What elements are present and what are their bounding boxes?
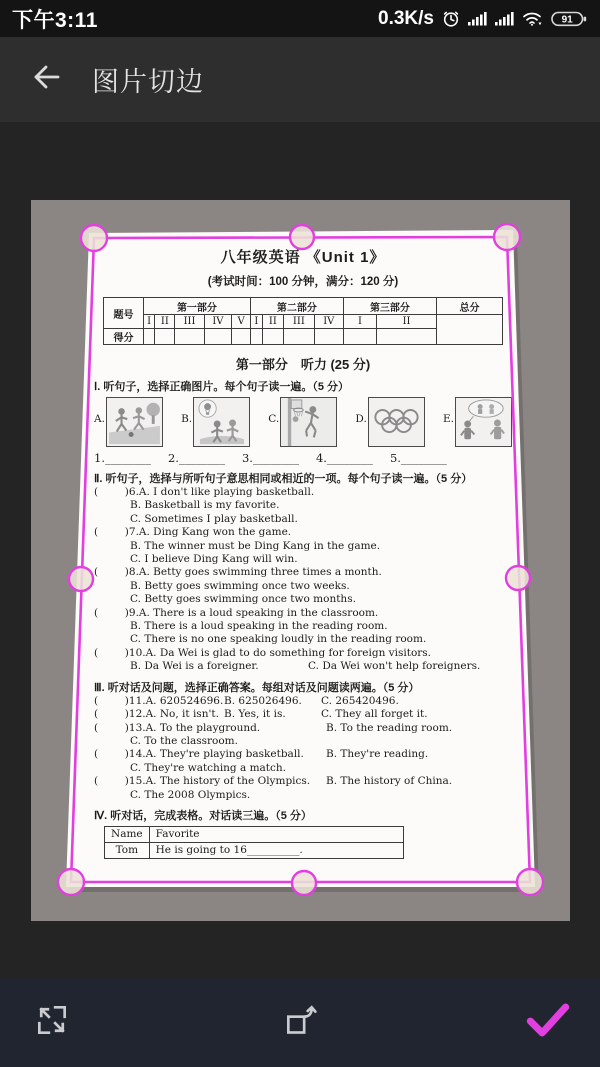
olympic-rings-icon [368, 397, 425, 447]
doc-subtitle: (考试时间：100 分钟，满分：120 分) [207, 276, 399, 288]
score-table-cell [262, 329, 283, 345]
paper-text-line: ( )13.A. To the playground. [94, 721, 261, 734]
picture-label: A. [94, 413, 105, 425]
battery-percent-text: 91 [561, 14, 573, 26]
paper-text-line: B. The history of China. [326, 775, 453, 788]
score-table-cell: 第一部分 [144, 298, 251, 315]
score-table-cell: II [262, 315, 283, 329]
paper-text-line: B. Da Wei is a foreigner. [130, 660, 259, 673]
score-table-cell [250, 329, 262, 345]
network-speed: 0.3K/s [378, 7, 434, 29]
picture-option [94, 397, 163, 447]
favorite-table-cell: Favorite [149, 826, 403, 842]
answer-blank: 5.________ [389, 451, 447, 465]
favorite-table [104, 826, 404, 859]
answer-blank: 4.________ [315, 451, 373, 465]
score-table-cell [437, 315, 503, 345]
rotate-icon [280, 1000, 320, 1045]
bottom-toolbar [0, 978, 600, 1067]
score-table-cell: III [283, 315, 314, 329]
paper-text-line: B. They're reading. [326, 748, 429, 761]
picture-option [355, 397, 424, 447]
score-table-cell: 第二部分 [250, 298, 343, 315]
paper-text-line: C. There is no one speaking loudly in the reading room. [130, 633, 427, 646]
picture-option [443, 397, 512, 447]
score-table-cell [314, 329, 343, 345]
sec2-instruction: Ⅱ. 听句子，选择与所听句子意思相同或相近的一项。每个句子读一遍。（5 分） [94, 473, 473, 485]
score-table [103, 297, 503, 345]
status-time: 下午3:11 [12, 8, 98, 32]
paper-text-line: ( )14.A. They're playing basketball. [94, 748, 304, 761]
picture-label: D. [355, 413, 367, 425]
back-button[interactable] [26, 60, 66, 100]
score-table-cell [144, 329, 155, 345]
kids-playing-soccer-icon [106, 397, 163, 447]
signal-icon [495, 11, 514, 26]
paper-text-line: C. I believe Ding Kang will win. [130, 553, 298, 566]
rotate-button[interactable] [272, 995, 328, 1051]
page-title: 图片切边 [92, 67, 204, 97]
paper-text-line: C. 265420496. [321, 694, 399, 707]
picture-label: E. [442, 413, 454, 425]
answer-blank: 1.________ [94, 451, 151, 465]
basketball-dunk-icon [280, 397, 337, 447]
score-table-cell: I [343, 315, 376, 329]
paper-text-line: B. To the reading room. [326, 721, 453, 734]
paper-text-line: ( )9.A. There is a loud speaking in the classroom. [94, 606, 379, 619]
confirm-check-icon [524, 1000, 572, 1045]
score-table-cell [175, 329, 204, 345]
answer-blank: 3.________ [241, 451, 299, 465]
fullscreen-expand-button[interactable] [24, 995, 80, 1051]
alarm-icon [442, 10, 460, 28]
picture-option [268, 397, 337, 447]
score-table-cell: IV [204, 315, 232, 329]
score-table-cell: 第三部分 [343, 298, 436, 315]
paper-text-line: ( )10.A. Da Wei is glad to do something for foreign visitors. [94, 646, 432, 659]
paper-text-line: ( )8.A. Betty goes swimming three times a month. [94, 566, 382, 579]
score-table-cell: III [175, 315, 204, 329]
paper-text-line: B. 625026496. [224, 694, 302, 707]
paper-text-line: B. Betty goes swimming once two weeks. [130, 579, 350, 592]
score-table-cell: 题号 [104, 298, 144, 329]
score-table-cell: I [144, 315, 155, 329]
score-table-cell: I [250, 315, 262, 329]
status-icons [378, 8, 588, 30]
answer-blank: 2.________ [167, 451, 225, 465]
paper-text-line: ( )6.A. I don't like playing basketball. [94, 486, 315, 498]
confirm-button[interactable] [520, 995, 576, 1051]
sec4-instruction: Ⅳ. 听对话，完成表格。对话读三遍。（5 分） [94, 809, 312, 822]
paper-text-line: B. Yes, it is. [224, 708, 286, 721]
score-table-cell [343, 329, 376, 345]
score-table-cell [377, 329, 437, 345]
hot-air-balloon-kids-icon [193, 397, 250, 447]
picture-label: C. [268, 413, 280, 425]
status-bar [0, 0, 600, 37]
paper-text-line: C. The 2008 Olympics. [130, 788, 251, 801]
kids-talking-bubble-icon [455, 397, 512, 447]
paper-text-line: B. The winner must be Ding Kang in the game. [130, 539, 381, 552]
paper-text-line: C. Da Wei won't help foreigners. [308, 660, 481, 673]
sec3-instruction: Ⅲ. 听对话及问题，选择正确答案。每组对话及问题读两遍。（5 分） [94, 681, 420, 694]
paper-text-line: ( )11.A. 620524696. [94, 694, 224, 707]
score-table-cell [155, 329, 175, 345]
paper-text-line: C. To the classroom. [130, 734, 238, 747]
favorite-table-cell: He is going to 16__________. [149, 842, 403, 858]
battery-icon [551, 10, 588, 28]
score-table-cell [283, 329, 314, 345]
expand-fullscreen-icon [33, 1001, 71, 1044]
score-table-cell [232, 329, 251, 345]
back-arrow-icon [30, 61, 62, 98]
paper-text-line: ( )12.A. No, it isn't. [94, 708, 219, 721]
paper-text-line: C. They're watching a match. [130, 761, 287, 774]
picture-option [181, 397, 250, 447]
picture-row [94, 397, 512, 447]
score-table-cell: V [232, 315, 251, 329]
doc-title: 八年级英语 《Unit 1》 [220, 249, 386, 266]
wifi-icon [522, 11, 543, 27]
paper-text-line: ( )7.A. Ding Kang won the game. [94, 526, 292, 539]
paper-content [94, 246, 512, 859]
paper-text-line: ( )15.A. The history of the Olympics. [94, 775, 311, 788]
picture-label: B. [181, 413, 193, 425]
sec1-instruction: Ⅰ. 听句子，选择正确图片。每个句子读一遍。（5 分） [94, 381, 350, 393]
score-table-cell: 总分 [437, 298, 503, 315]
favorite-table-cell: Name [105, 826, 150, 842]
score-table-cell: II [377, 315, 437, 329]
paper-text-line: B. There is a loud speaking in the reading room. [130, 620, 388, 633]
score-table-cell: II [155, 315, 175, 329]
signal-icon [468, 11, 487, 26]
photo-canvas [0, 122, 600, 978]
paper-text-line: B. Basketball is my favorite. [130, 499, 280, 512]
answer-blanks [94, 451, 512, 465]
score-table-cell [204, 329, 232, 345]
score-table-cell: 得分 [104, 329, 144, 345]
app-header [0, 37, 600, 122]
paper-text-line: C. They all forget it. [321, 708, 428, 721]
part1-heading: 第一部分 听力 (25 分) [235, 357, 371, 372]
paper-text-line: C. Betty goes swimming once two months. [130, 593, 356, 606]
paper-text-line: C. Sometimes I play basketball. [130, 512, 298, 525]
score-table-cell: IV [314, 315, 343, 329]
favorite-table-cell: Tom [105, 842, 150, 858]
